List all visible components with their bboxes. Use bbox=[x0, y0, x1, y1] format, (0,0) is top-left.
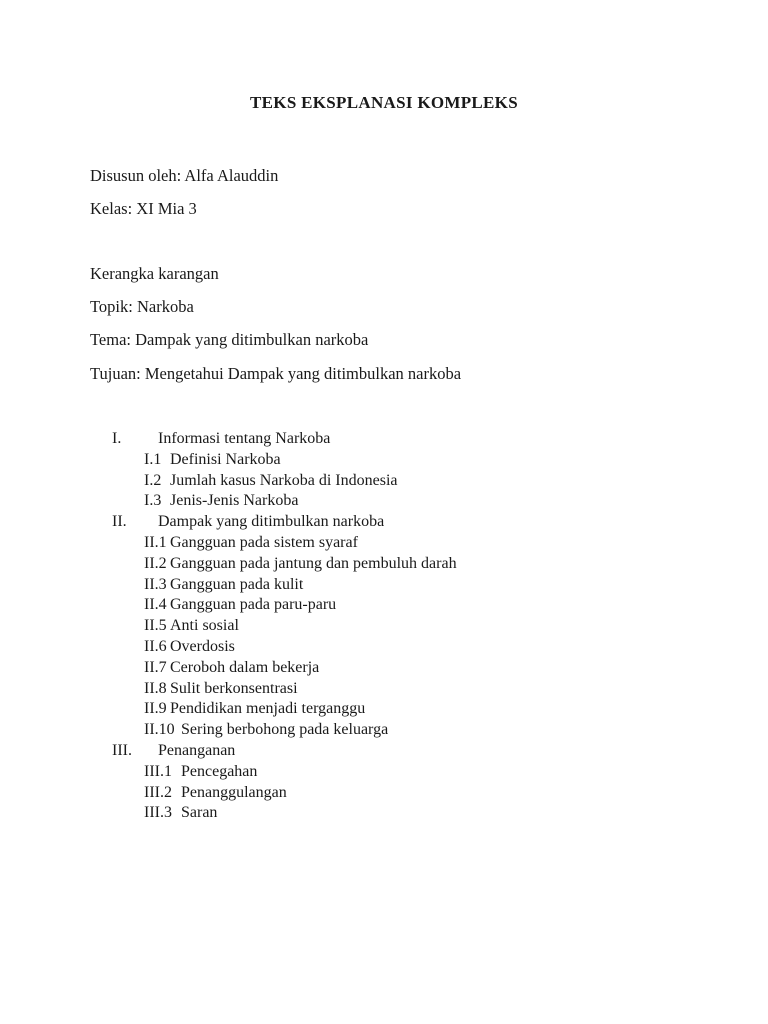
item-number: II.3 bbox=[144, 575, 167, 593]
item-number: II.2 bbox=[144, 554, 167, 572]
item-number: III.1 bbox=[144, 762, 172, 780]
section-title: Dampak yang ditimbulkan narkoba bbox=[158, 513, 385, 531]
item-number: II.10 bbox=[144, 721, 175, 739]
framework-label: Kerangka karangan bbox=[90, 264, 219, 283]
purpose-line: Tujuan: Mengetahui Dampak yang ditimbulkan narkoba bbox=[90, 364, 462, 383]
item-text: Gangguan pada jantung dan pembuluh darah bbox=[170, 554, 457, 572]
item-text: Saran bbox=[181, 804, 218, 822]
item-text: Pencegahan bbox=[181, 762, 258, 780]
item-text: Gangguan pada sistem syaraf bbox=[170, 534, 358, 551]
item-number: I.1 bbox=[144, 450, 162, 468]
item-number: II.5 bbox=[144, 617, 167, 635]
item-number: II.1 bbox=[144, 534, 167, 551]
item-text: Overdosis bbox=[170, 638, 235, 655]
item-text: Gangguan pada paru-paru bbox=[170, 596, 337, 614]
item-number: II.9 bbox=[144, 700, 167, 718]
item-text: Jenis-Jenis Narkoba bbox=[170, 492, 299, 510]
section-numeral: III. bbox=[112, 742, 132, 759]
item-number: II.4 bbox=[144, 596, 167, 614]
item-text: Anti sosial bbox=[170, 617, 239, 635]
item-number: I.2 bbox=[144, 471, 162, 489]
item-text: Ceroboh dalam bekerja bbox=[170, 658, 320, 676]
section-numeral: I. bbox=[112, 430, 122, 447]
item-number: II.7 bbox=[144, 658, 167, 676]
theme-line: Tema: Dampak yang ditimbulkan narkoba bbox=[90, 330, 369, 349]
item-text: Pendidikan menjadi terganggu bbox=[170, 700, 366, 718]
topic-line: Topik: Narkoba bbox=[90, 297, 194, 316]
section-title: Penanganan bbox=[158, 742, 236, 759]
class-line: Kelas: XI Mia 3 bbox=[90, 199, 197, 218]
item-text: Sering berbohong pada keluarga bbox=[181, 721, 389, 739]
item-number: III.2 bbox=[144, 783, 172, 801]
item-number: II.8 bbox=[144, 679, 167, 697]
item-number: III.3 bbox=[144, 804, 172, 822]
item-text: Penanggulangan bbox=[181, 783, 287, 801]
author-line: Disusun oleh: Alfa Alauddin bbox=[90, 166, 279, 185]
section-title: Informasi tentang Narkoba bbox=[158, 430, 331, 447]
item-text: Jumlah kasus Narkoba di Indonesia bbox=[170, 471, 398, 489]
item-number: I.3 bbox=[144, 492, 162, 510]
item-number: II.6 bbox=[144, 638, 167, 655]
item-text: Gangguan pada kulit bbox=[170, 575, 304, 593]
item-text: Definisi Narkoba bbox=[170, 450, 281, 468]
item-text: Sulit berkonsentrasi bbox=[170, 679, 298, 697]
section-numeral: II. bbox=[112, 513, 127, 531]
document-title: TEKS EKSPLANASI KOMPLEKS bbox=[250, 93, 518, 112]
